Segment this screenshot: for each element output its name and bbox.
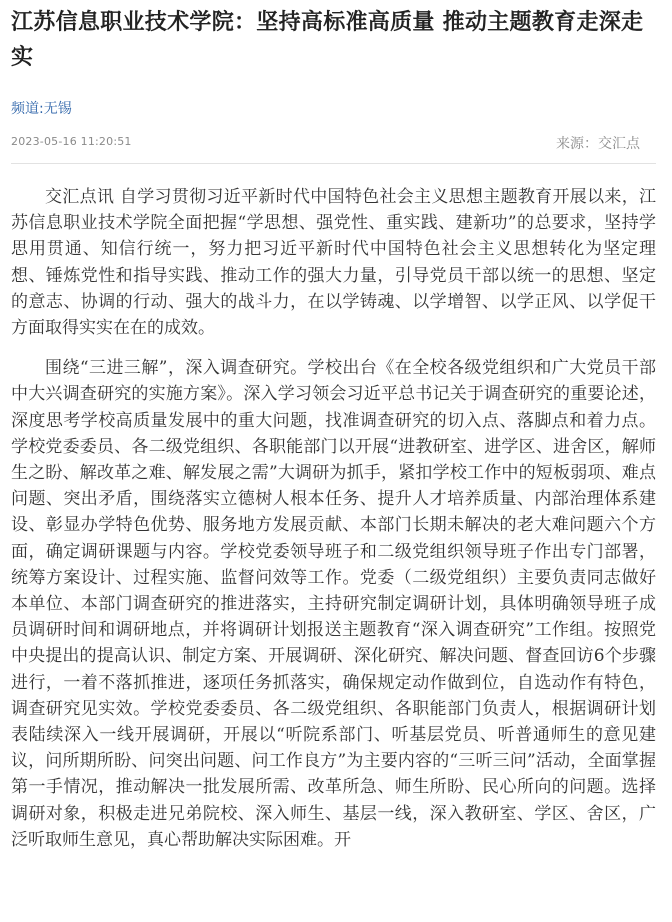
paragraph-2: 围绕“三进三解”，深入调查研究。学校出台《在全校各级党组织和广大党员干部中大兴调查研究的实施方案》。深入学习领会习近平总书记关于调查研究的重要论述，深度思考学校高质量发展中的重大问题，找准调查研究的切入点、落脚点和着力点。学校党委委员、各二级党组织、各职能部门以开展“进教研室、进学区、进舍区，解师生之盼、解改革之难、解发展之需”大调研为抓手，紧扣学校工作中的短板弱项、难点问题、突出矛盾，围绕落实立德树人根本任务、提升人才培养质量、内部治理体系建设、彰显办学特色优势、服务地方发展贡献、本部门长期未解决的老大难问题六个方面，确定调研课题与内容。学校党委领导班子和二级党组织领导班子作出专门部署，统筹方案设计、过程实施、监督问效等工作。党委（二级党组织）主要负责同志做好本单位、本部门调查研究的推进落实，主持研究制定调研计划，具体明确领导班子成员调研时间和调研地点，并将调研计划报送主题教育“深入调查研究”工作组。按照党中央提出的提高认识、制定方案、开展调研、深化研究、解决问题、督查回访6个步骤进行，一着不落抓推进，逐项任务抓落实，确保规定动作做到位，自选动作有特色，调查研究见实效。学校党委委员、各二级党组织、各职能部门负责人，根据调研计划表陆续深入一线开展调研，开展以“听院系部门、听基层党员、听普通师生的意见建议，问所期所盼、问突出问题、问工作良方”为主要内容的“三听三问”活动，全面掌握第一手情况，推动解决一批发展所需、改革所急、师生所盼、民心所向的问题。选择调研对象，积极走进兄弟院校、深入师生、基层一线，深入教研室、学区、舍区，广泛听取师生意见，真心帮助解决实际困难。开 [11,358,656,850]
divider [11,163,656,164]
article-meta [11,133,656,153]
article [11,0,656,867]
article-title: 江苏信息职业技术学院：坚持高标准高质量 推动主题教育走深走实 [11,10,644,70]
article-body [11,184,656,853]
article-source: 来源：交汇点 [556,136,640,152]
paragraph-1: 交汇点讯 自学习贯彻习近平新时代中国特色社会主义思想主题教育开展以来，江苏信息职业技术学院全面把握“学思想、强党性、重实践、建新功”的总要求，坚持学思用贯通、知信行统一，努力把习近平新时代中国特色社会主义思想转化为坚定理想、锤炼党性和指导实践、推动工作的强大力量，引导党员干部以统一的思想、坚定的意志、协调的行动、强大的战斗力，在以学铸魂、以学增智、以学正风、以学促干方面取得实实在在的成效。 [11,187,656,339]
channel-link[interactable]: 频道:无锡 [11,101,72,117]
publish-date: 2023-05-16 11:20:51 [11,135,132,148]
